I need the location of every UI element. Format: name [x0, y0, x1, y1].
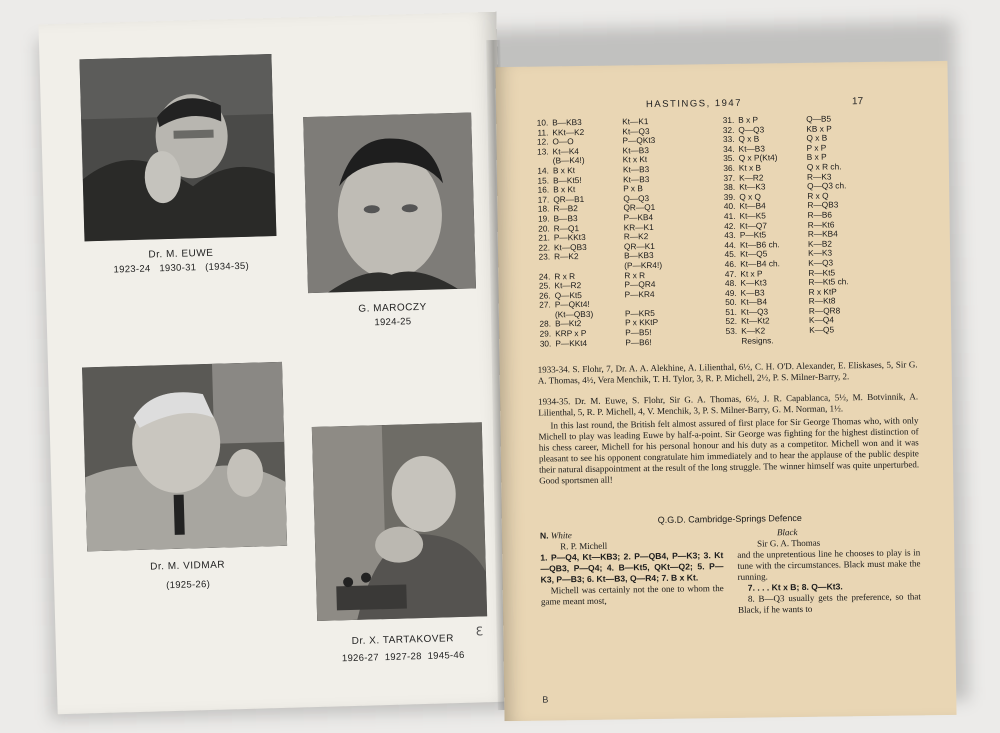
- white-move: Kt—B4: [739, 200, 766, 212]
- white-move: Kt—B4: [740, 296, 768, 308]
- black-move: Q—B5: [806, 113, 832, 124]
- black-move: K—Q5: [809, 324, 835, 335]
- move-number: 40.: [723, 201, 736, 212]
- black-move: R x KtP: [808, 286, 837, 297]
- move-number: 11.: [537, 127, 549, 138]
- white-move: QR—B1: [553, 193, 585, 205]
- black-move: QR—Q1: [623, 202, 656, 213]
- white-move: Q x B: [738, 133, 760, 144]
- black-move: P x P: [806, 142, 827, 153]
- white-label: White: [550, 530, 572, 541]
- white-move: P—QKt4!: [554, 299, 590, 310]
- move-list-left: [534, 116, 721, 349]
- move-number: 25.: [538, 280, 551, 291]
- move-number: 22.: [538, 242, 551, 253]
- caption-euwe-year-3: (1934-35): [204, 260, 250, 273]
- white-move: Kt—Q7: [739, 219, 767, 231]
- white-move: B—Kt5!: [552, 174, 582, 185]
- photo-maroczy: [303, 112, 476, 293]
- move-number: 14.: [537, 165, 549, 176]
- commentary-left: Michell was certainly not the one to whom the game meant most,: [540, 583, 724, 607]
- black-move: R x R: [624, 269, 646, 280]
- move-number: 28.: [539, 318, 552, 330]
- pencil-mark: ℇ: [475, 624, 484, 639]
- white-move: Q—Kt5: [554, 289, 582, 301]
- white-move: Kt x B: [738, 162, 762, 173]
- black-move: K—Q4: [808, 314, 834, 326]
- black-move: Kt—K1: [622, 116, 649, 127]
- black-move: R—Kt5 ch.: [808, 276, 849, 287]
- game-title: Q.G.D. Cambridge-Springs Defence: [657, 512, 802, 525]
- move-number: 29.: [539, 328, 552, 339]
- white-move: R x R: [554, 270, 576, 281]
- move-number: [721, 336, 737, 346]
- move-number: 39.: [723, 191, 736, 202]
- move-row: [537, 337, 721, 349]
- black-move: P x B: [623, 183, 643, 194]
- black-move: K—Q3: [808, 257, 834, 268]
- black-player: Sir G. A. Thomas: [757, 537, 821, 549]
- move-number: 16.: [537, 184, 550, 195]
- black-move: R—Kt6: [807, 219, 835, 230]
- white-move: B x Kt: [553, 184, 576, 195]
- white-move: Kt—K4: [552, 145, 579, 157]
- move-number: 33.: [722, 134, 735, 145]
- move-number: 20.: [538, 222, 550, 234]
- black-move: K—B2: [807, 238, 833, 249]
- game-number: N.: [539, 530, 549, 541]
- paragraph-1933: 1933-34. S. Flohr, 7, Dr. A. A. Alekhine, A. Lilienthal, 6½, C. H. O'D. Alexander, E. Eliskases, 5, Sir G. A. Thomas, 4½, Vera Menchik, T. H. Tylor, 3, R. P. Michell, 2½, P. S. Milner-Barry, 2.: [537, 359, 918, 386]
- photo-vidmar: [82, 362, 287, 552]
- caption-tartakover: [318, 632, 489, 665]
- caption-tartakover-year-2: 1927-28: [384, 651, 422, 664]
- caption-vidmar-name: Dr. M. VIDMAR: [150, 559, 226, 573]
- white-move: K—B3: [740, 287, 765, 298]
- commentary-right-2: 8. B—Q3 usually gets the preference, so that Black, if he wants to: [737, 591, 921, 615]
- caption-tartakover-year-1: 1926-27: [341, 652, 380, 665]
- move-number: 32.: [722, 124, 735, 135]
- black-move: Q—Q3: [623, 192, 650, 204]
- move-number: 35.: [723, 153, 735, 164]
- paragraph-last-round: In this last round, the British felt almost assured of first place for Sir George Thomas who, with only Michell to play was leading Euwe by half-a-point. Sir George was fighting for the highest distinction of his chess career, Michell for his personal honour and his duty as a competitor. Michell won and it was pleasant to see his opponent congratulate him immediately and to hear the applause of the public despite their natural disappointment at the result of the long struggle. The winner himself was quite unperturbed. Good sportsmen all!: [538, 415, 920, 486]
- black-move: R—QR8: [808, 305, 841, 316]
- white-move: Q x P(Kt4): [738, 152, 778, 164]
- black-move: Kt—Q3: [622, 125, 650, 137]
- white-move: KRP x P: [555, 328, 587, 339]
- caption-tartakover-name: Dr. X. TARTAKOVER: [351, 633, 455, 648]
- move-number: 30.: [539, 338, 552, 349]
- white-move: B x P: [738, 114, 759, 125]
- move-number: 24.: [538, 270, 551, 282]
- black-move: B x P: [806, 151, 827, 163]
- white-move: KKt—K2: [552, 126, 585, 137]
- white-move: P—KKt4: [555, 337, 588, 349]
- move-number: 51.: [725, 306, 737, 317]
- caption-vidmar: [88, 558, 289, 594]
- white-move: K—K2: [741, 325, 766, 336]
- move-number: 18.: [537, 203, 550, 214]
- white-move: Kt—K3: [739, 181, 766, 192]
- move-number: 34.: [723, 143, 735, 154]
- black-move: R—KB4: [807, 228, 838, 239]
- white-move: Kt—B6 ch.: [739, 238, 780, 250]
- black-move: Q x B: [806, 132, 828, 144]
- white-move: O—O: [552, 136, 574, 147]
- black-move: P—KR4: [624, 288, 655, 300]
- black-move: B—KB3: [624, 250, 654, 261]
- move-number: 48.: [724, 277, 737, 289]
- black-move: R—B6: [807, 209, 833, 220]
- move-number: 23.: [538, 251, 551, 262]
- right-page: [495, 61, 956, 721]
- black-move: R x Q: [807, 190, 829, 201]
- move-seven: 7. . . . Kt x B; 8. Q—Kt3.: [747, 581, 843, 593]
- left-page: [38, 12, 515, 715]
- black-move: P x KKtP: [624, 317, 659, 328]
- white-move: Kt—B3: [738, 143, 765, 154]
- move-list-right: [718, 113, 911, 346]
- move-number: 49.: [725, 287, 737, 298]
- black-move: P—B6!: [625, 336, 652, 348]
- caption-maroczy: [308, 300, 477, 330]
- black-move: Kt—B3: [622, 173, 650, 184]
- move-number: 43.: [724, 229, 736, 241]
- move-number: 15.: [537, 175, 550, 186]
- white-move: K—Kt3: [740, 277, 767, 288]
- white-move: Kt—R2: [554, 280, 582, 291]
- game-column-right: [737, 525, 921, 616]
- move-number: 10.: [536, 117, 549, 128]
- black-move: Kt—B3: [622, 164, 650, 175]
- black-move: R—Kt8: [808, 295, 836, 307]
- white-move: P—KKt3: [553, 232, 586, 243]
- caption-maroczy-name: G. MAROCZY: [358, 301, 427, 315]
- caption-maroczy-year: 1924-25: [374, 316, 412, 329]
- black-move: P—B5!: [625, 327, 652, 338]
- move-number: 38.: [723, 182, 736, 193]
- signature-mark: B: [542, 694, 549, 705]
- move-number: 26.: [539, 290, 551, 301]
- move-number: 45.: [724, 249, 737, 260]
- move-number: 21.: [538, 232, 550, 243]
- black-move: P—KR5: [624, 307, 655, 319]
- white-move: Kt—Kt2: [740, 315, 770, 327]
- black-move: R—Kt5: [808, 266, 836, 278]
- move-number: 46.: [724, 258, 737, 269]
- white-move: Resigns.: [741, 334, 774, 346]
- white-move: Kt—Q3: [740, 306, 769, 317]
- black-move: K—K3: [808, 247, 833, 259]
- black-move: R—QB3: [807, 199, 839, 211]
- white-move: Kt x P: [740, 267, 763, 279]
- photo-tartakover: [312, 422, 487, 621]
- white-move: R—Q1: [553, 222, 580, 233]
- move-number: 17.: [537, 194, 550, 205]
- white-move: B—B3: [553, 212, 578, 224]
- black-label: Black: [776, 527, 798, 538]
- white-move: Kt—K5: [739, 210, 766, 221]
- caption-vidmar-year: (1925-26): [166, 578, 211, 592]
- white-move: B x Kt: [552, 165, 576, 176]
- black-move: (P—KR4!): [624, 259, 663, 271]
- move-number: 47.: [724, 268, 737, 279]
- move-list: [534, 113, 917, 349]
- black-move: P—QR4: [624, 279, 656, 290]
- move-number: 42.: [724, 220, 736, 231]
- move-row: [721, 334, 911, 346]
- black-move: [809, 334, 899, 345]
- opening-moves: 1. P—Q4, Kt—KB3; 2. P—QB4, P—K3; 3. Kt—QB3, P—Q4; 4. B—Kt5, QKt—Q2; 5. P—K3, P—B3; 6. Kt—B3, Q—R4; 7. B x Kt.: [540, 550, 724, 585]
- move-number: 44.: [724, 239, 737, 250]
- move-number: 13.: [537, 146, 549, 157]
- move-number: 52.: [725, 316, 738, 327]
- caption-euwe-year-1: 1923-24: [113, 263, 151, 276]
- black-move: R—K3: [806, 171, 832, 182]
- white-move: Kt—QB3: [553, 241, 587, 253]
- white-move: R—B2: [553, 203, 578, 214]
- white-move: R—K2: [554, 251, 579, 262]
- move-number: 27.: [539, 299, 551, 310]
- white-move: K—R2: [738, 172, 764, 183]
- move-number: 41.: [723, 210, 736, 221]
- caption-tartakover-year-3: 1945-46: [427, 649, 465, 662]
- white-move: (Kt—QB3): [554, 308, 594, 320]
- black-move: Kt—B3: [622, 144, 649, 156]
- move-number: 53.: [725, 325, 738, 337]
- paragraph-1934: 1934-35. Dr. M. Euwe, S. Flohr, Sir G. A. Thomas, 6½, J. R. Capablanca, 5½, M. Botvinnik, A. Lilienthal, 5, R. P. Michell, 4, V. Menchik, 3, P. S. Milner-Barry, G. M. Norman, 1½.: [538, 391, 919, 418]
- black-move: Q x R ch.: [806, 161, 842, 172]
- page-number: 17: [851, 96, 864, 108]
- white-move: Kt—Q5: [740, 248, 768, 260]
- black-move: Q—Q3 ch.: [807, 180, 847, 192]
- white-move: Q x Q: [739, 191, 762, 202]
- page-header: HASTINGS, 1947: [645, 97, 743, 111]
- black-move: P—QKt3: [622, 135, 656, 146]
- move-number: 50.: [725, 297, 737, 308]
- commentary-right: and the unpretentious line he chooses to play is in tune with the circumstances. Black must make the running.: [737, 547, 921, 582]
- photo-euwe: [79, 54, 276, 241]
- game-columns: [540, 525, 921, 618]
- move-number: 37.: [723, 172, 736, 183]
- caption-euwe: [85, 246, 278, 276]
- white-move: (B—K4!): [552, 155, 585, 166]
- white-player: R. P. Michell: [560, 540, 608, 552]
- game-column-left: [540, 528, 724, 619]
- white-move: Kt—B4 ch.: [740, 258, 780, 269]
- black-move: P—KB4: [623, 211, 654, 223]
- move-number: 36.: [723, 162, 735, 173]
- black-move: Kt x Kt: [622, 154, 648, 165]
- black-move: R—K2: [623, 231, 649, 242]
- caption-euwe-year-2: 1930-31: [159, 262, 197, 275]
- caption-euwe-name: Dr. M. EUWE: [148, 247, 214, 261]
- black-move: KB x P: [806, 123, 832, 134]
- move-number: 31.: [722, 114, 735, 126]
- white-move: B—KB3: [552, 116, 582, 128]
- black-move: KR—K1: [623, 221, 654, 232]
- white-move: P—Kt5: [739, 229, 767, 240]
- white-move: Q—Q3: [738, 124, 765, 135]
- move-number: 12.: [536, 136, 549, 147]
- white-move: B—Kt2: [554, 318, 582, 329]
- black-move: QR—K1: [623, 240, 655, 252]
- move-number: 19.: [537, 213, 550, 224]
